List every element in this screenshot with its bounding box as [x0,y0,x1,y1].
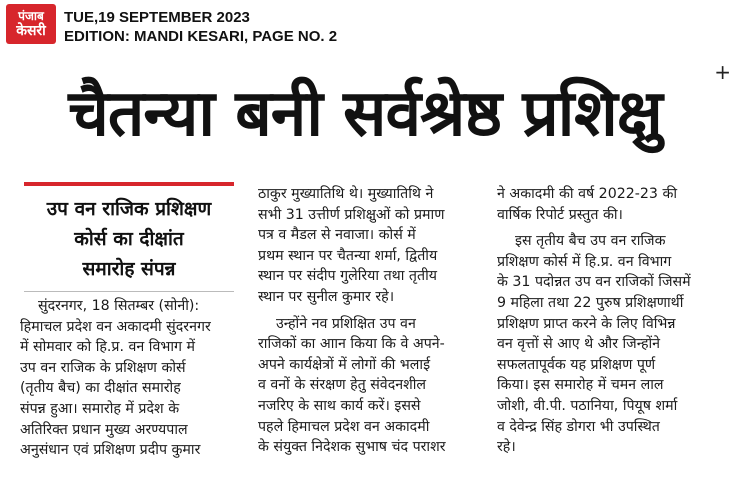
article-line: वन वृत्तों से आए थे और जिन्होंने [497,336,661,353]
article-line: पत्र व मैडल से नवाजा। कोर्स में [258,227,416,244]
article-line: प्रशिक्षण कोर्स में हि.प्र. वन विभाग [497,253,672,270]
clipping-meta [64,8,337,46]
article-line: व वनों के संरक्षण हेतु संवेदनशील [258,377,427,394]
publication-date: TUE,19 SEPTEMBER 2023 [64,9,250,26]
article-column-3 [497,184,715,458]
article-column-1 [20,296,235,461]
article-line: वार्षिक रिपोर्ट प्रस्तुत की। [497,206,623,223]
article-line: इस तृतीय बैच उप वन राजिक [515,233,666,250]
subheadline-line: समारोह संपन्न [82,258,176,280]
article-line: प्रथम स्थान पर चैतन्या शर्मा, द्वितीय [258,247,438,264]
newspaper-logo [6,4,56,44]
article-line: में सोमवार को हि.प्र. वन विभाग में [20,339,195,356]
logo-line-2: केसरी [16,23,46,39]
article-line: 9 महिला तथा 22 पुरुष प्रशिक्षणार्थी [497,294,684,311]
article-line: व देवेन्द्र सिंह डोगरा भी उपस्थित [497,418,660,435]
article-line: पहले हिमाचल प्रदेश वन अकादमी [258,418,430,435]
article-line: रहे। [497,439,516,456]
article-line: किया। इस समारोह में चमन लाल [497,377,664,394]
article-line: अतिरिक्त प्रधान मुख्य अरण्यपाल [20,421,188,438]
crosshair-icon: + [714,60,731,84]
article-column-2 [258,184,472,458]
subheadline-line: कोर्स का दीक्षांत [74,228,184,250]
article-line: राजिकों का आान किया कि वे अपने- [258,336,445,353]
article-line: उन्होंने नव प्रशिक्षित उप वन [276,315,416,332]
article-line: अपने कार्यक्षेत्रों में लोगों की भलाई [258,356,431,373]
article-line: नजरिए के साथ कार्य करें। इससे [258,397,421,414]
article-line: स्थान पर सुनील कुमार रहे। [258,288,395,305]
article-line: अनुसंधान एवं प्रशिक्षण प्रदीप कुमार [20,442,201,459]
article-line: स्थान पर संदीप गुलेरिया तथा तृतीय [258,268,438,285]
article-line: प्रशिक्षण प्राप्त करने के लिए विभिन्न [497,315,676,332]
article-line: सभी 31 उत्तीर्ण प्रशिक्षुओं को प्रमाण [258,206,445,223]
article-line: हिमाचल प्रदेश वन अकादमी सुंदरनगर [20,318,211,335]
subheadline-accent-bar [24,182,234,186]
article-line: ठाकुर मुख्यातिथि थे। मुख्यातिथि ने [258,186,434,202]
article-line: उप वन राजिक के प्रशिक्षण कोर्स [20,359,186,376]
article-line: के 31 पदोन्नत उप वन राजिकों जिसमें [497,274,691,291]
article-line: के संयुक्त निदेशक सुभाष चंद पराशर [258,439,446,456]
headline: चैतन्या बनी सर्वश्रेष्ठ प्रशिक्षु [68,77,662,151]
subheadline-divider [24,291,234,292]
article-line: सफलतापूर्वक यह प्रशिक्षण पूर्ण [497,356,656,373]
article-line: सुंदरनगर, 18 सितम्बर (सोनी): [38,298,200,314]
edition-info: EDITION: MANDI KESARI, PAGE NO. 2 [64,28,338,45]
article-line: संपन्न हुआ। समारोह में प्रदेश के [20,400,180,417]
subheadline-line: उप वन राजिक प्रशिक्षण [46,198,212,220]
article-line: ने अकादमी की वर्ष 2022-23 की [497,186,678,202]
subheadline [24,194,234,284]
article-line: जोशी, वी.पी. पठानिया, पियूष शर्मा [497,397,678,414]
article-line: (तृतीय बैच) का दीक्षांत समारोह [20,380,181,397]
logo-line-1: पंजाब [18,9,44,23]
